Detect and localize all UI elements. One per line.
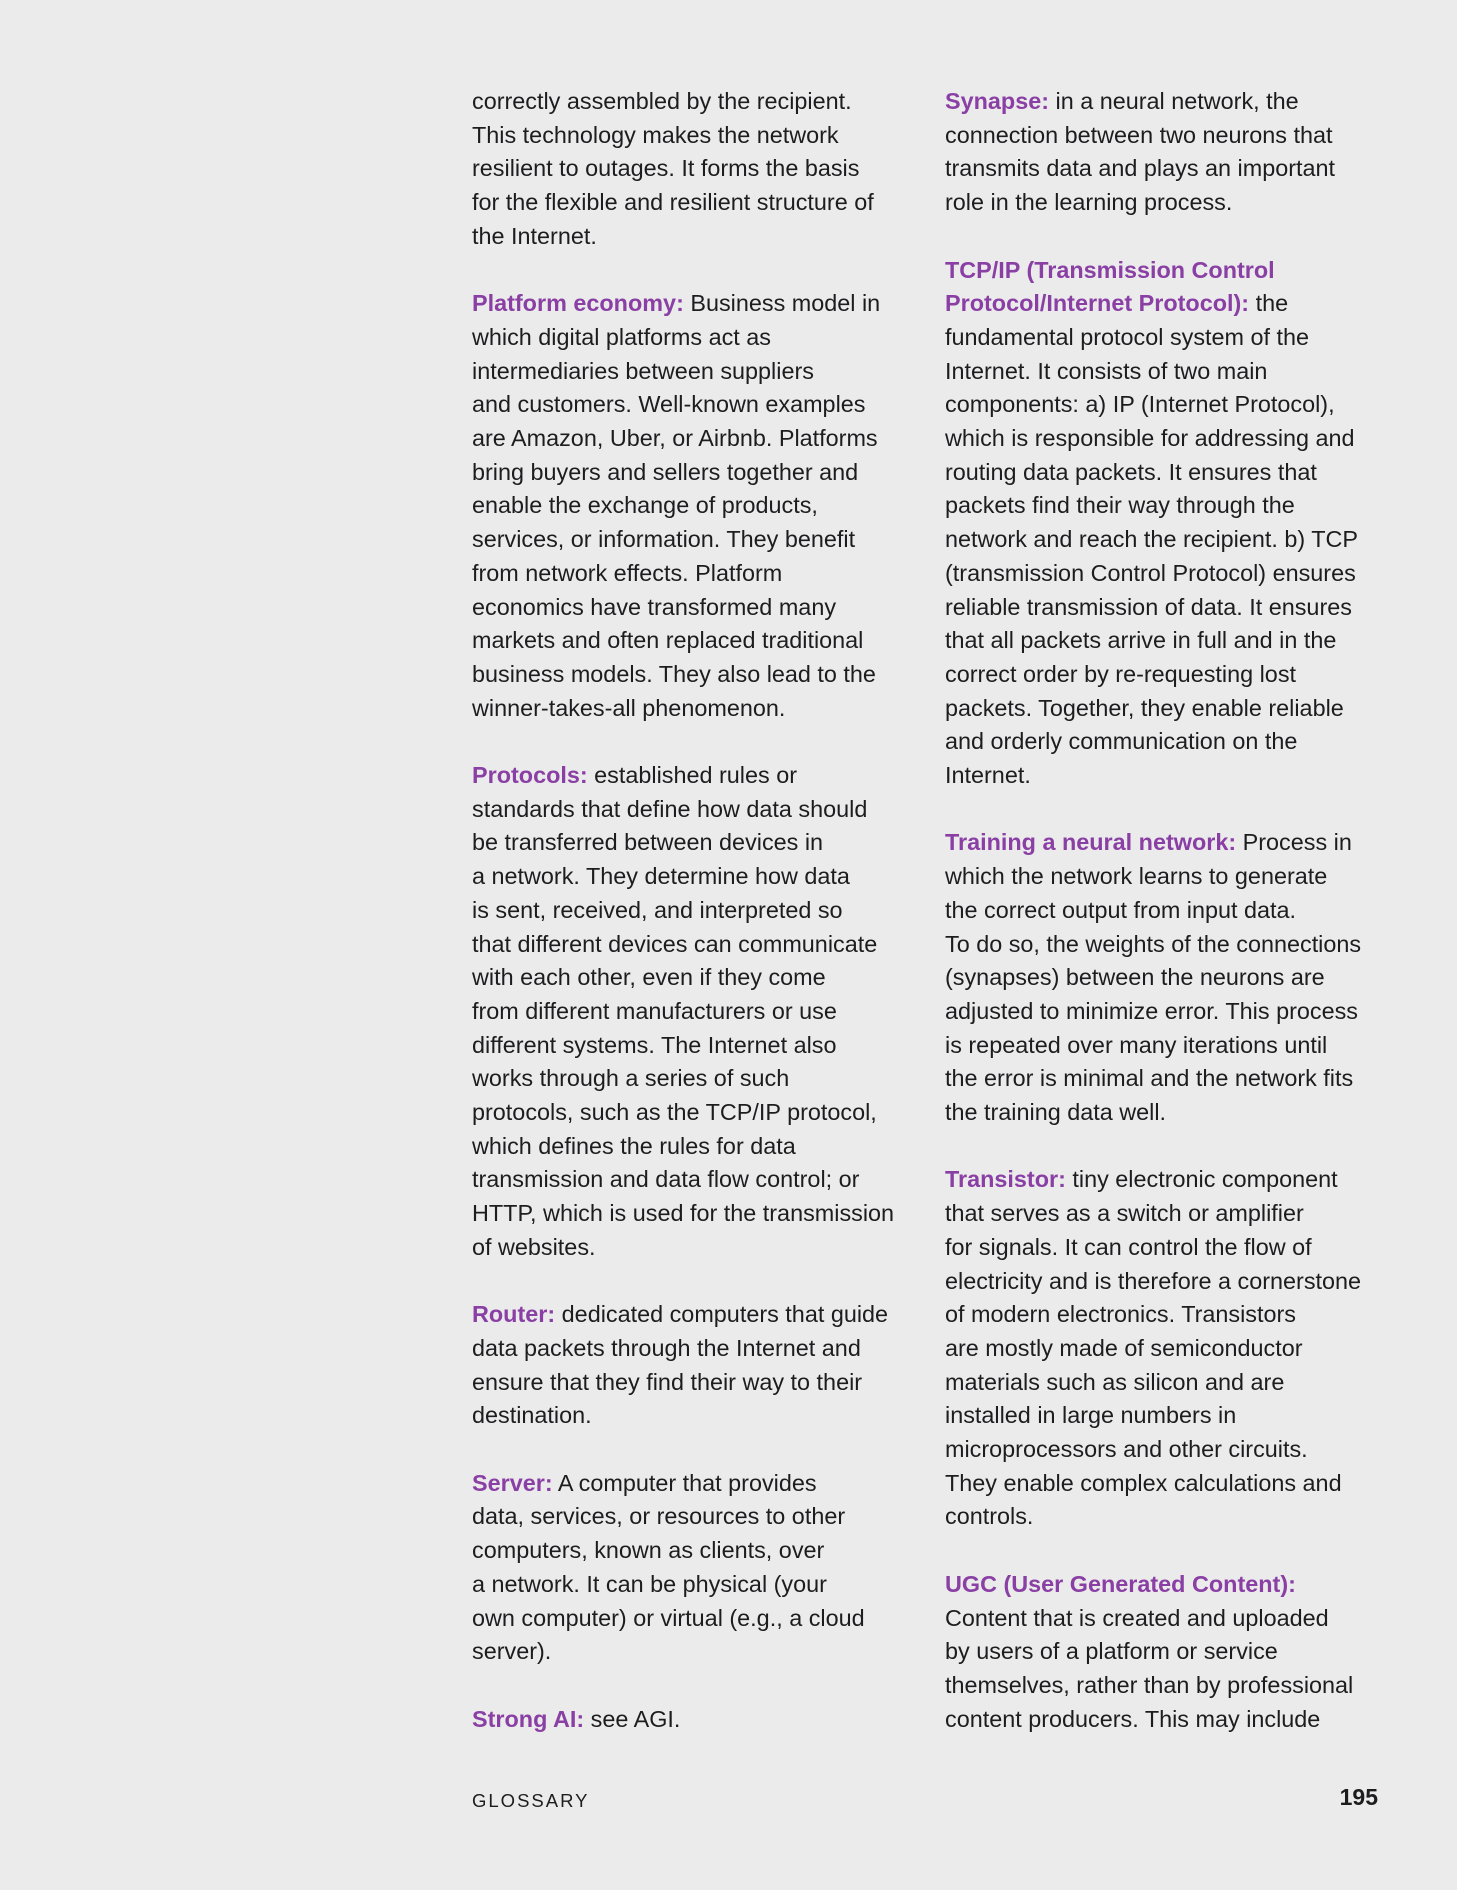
glossary-entry-continuation [472, 85, 922, 254]
glossary-entry-router [472, 1298, 922, 1433]
entry-definition: the fundamental protocol system of the Internet. It consists of two main components: a) IP (Internet Protocol), which is responsible for addressing and routing data packets. It ensures that packets find their way through the network and reach the recipient. b) TCP (transmission Control Protocol) ensures reliable transmission of data. It ensures that all packets arrive in full and in the correct order by re-requesting lost packets. Together, they enable reliable and orderly communication on the Internet. [945, 290, 1359, 789]
entry-term: Synapse: [945, 88, 1050, 114]
entry-definition: dedicated computers that guide data packets through the Internet and ensure that they find their way to their destination. [472, 1301, 889, 1429]
entry-term: Strong AI: [472, 1705, 585, 1732]
entry-term: Server: [472, 1469, 553, 1496]
entry-definition: see AGI. [584, 1705, 681, 1732]
entry-definition: Content that is created and uploaded by users of a platform or service themselves, rather than by professional content producers. This may include [945, 1604, 1354, 1732]
glossary-entry-platform-economy [472, 287, 922, 725]
glossary-entry-strong-ai [472, 1703, 922, 1737]
glossary-entry-ugc [945, 1568, 1395, 1737]
entry-term: Training a neural network: [945, 829, 1237, 856]
glossary-entry-server [472, 1467, 922, 1669]
entry-definition: Process in which the network learns to generate the correct output from input data. To do so, the weights of the connections (synapses) between the neurons are adjusted to minimize error. This process is repeated over many iterations until the error is minimal and the network fits the training data well. [945, 829, 1362, 1126]
glossary-entry-transistor [945, 1163, 1395, 1534]
entry-definition: A computer that provides data, services, or resources to other computers, known as clients, over a network. It can be physical (your own computer) or virtual (e.g., a cloud server). [472, 1469, 865, 1665]
glossary-right-column [945, 85, 1395, 1770]
glossary-entry-synapse [945, 85, 1395, 220]
glossary-entry-tcp-ip [945, 254, 1395, 793]
entry-term: Protocols: [472, 762, 588, 789]
glossary-left-column [472, 85, 922, 1770]
entry-definition: in a neural network, the connection between two neurons that transmits data and plays an important role in the learning process. [945, 88, 1336, 216]
entry-term: Platform economy: [472, 290, 684, 317]
entry-term: UGC (User Generated Content): [945, 1570, 1296, 1597]
entry-definition: established rules or standards that define how data should be transferred between devices in a network. They determine how data is sent, received, and interpreted so that different devices can communicate with each other, even if they come from different manufacturers or use different systems. The Internet also works through a series of such protocols, such as the TCP/IP protocol, which defines the rules for data transmission and data flow control; or HTTP, which is used for the transmission of websites. [472, 762, 895, 1260]
entry-definition: Business model in which digital platforms act as intermediaries between suppliers and customers. Well-known examples are Amazon, Uber, or Airbnb. Platforms bring buyers and sellers together and enable the exchange of products, services, or information. They benefit from network effects. Platform economics have transformed many markets and often replaced traditional business models. They also lead to the winner-takes-all phenomenon. [472, 290, 881, 721]
entry-term: Transistor: [945, 1166, 1066, 1193]
footer-section-label: GLOSSARY [472, 1790, 590, 1811]
entry-term: TCP/IP (Transmission Control Protocol/Internet Protocol): [945, 256, 1275, 317]
glossary-entry-training-neural-network [945, 826, 1395, 1129]
entry-definition: tiny electronic component that serves as a switch or amplifier for signals. It can control the flow of electricity and is therefore a cornerstone of modern electronics. Transistors are mostly made of semiconductor materials such as silicon and are installed in large numbers in microprocessors and other circuits. They enable complex calculations and controls. [945, 1166, 1362, 1530]
entry-definition: correctly assembled by the recipient. This technology makes the network resilient to outages. It forms the basis for the flexible and resilient structure of the Internet. [472, 88, 874, 249]
page-number: 195 [1339, 1784, 1378, 1810]
glossary-entry-protocols [472, 759, 922, 1265]
entry-term: Router: [472, 1301, 556, 1328]
